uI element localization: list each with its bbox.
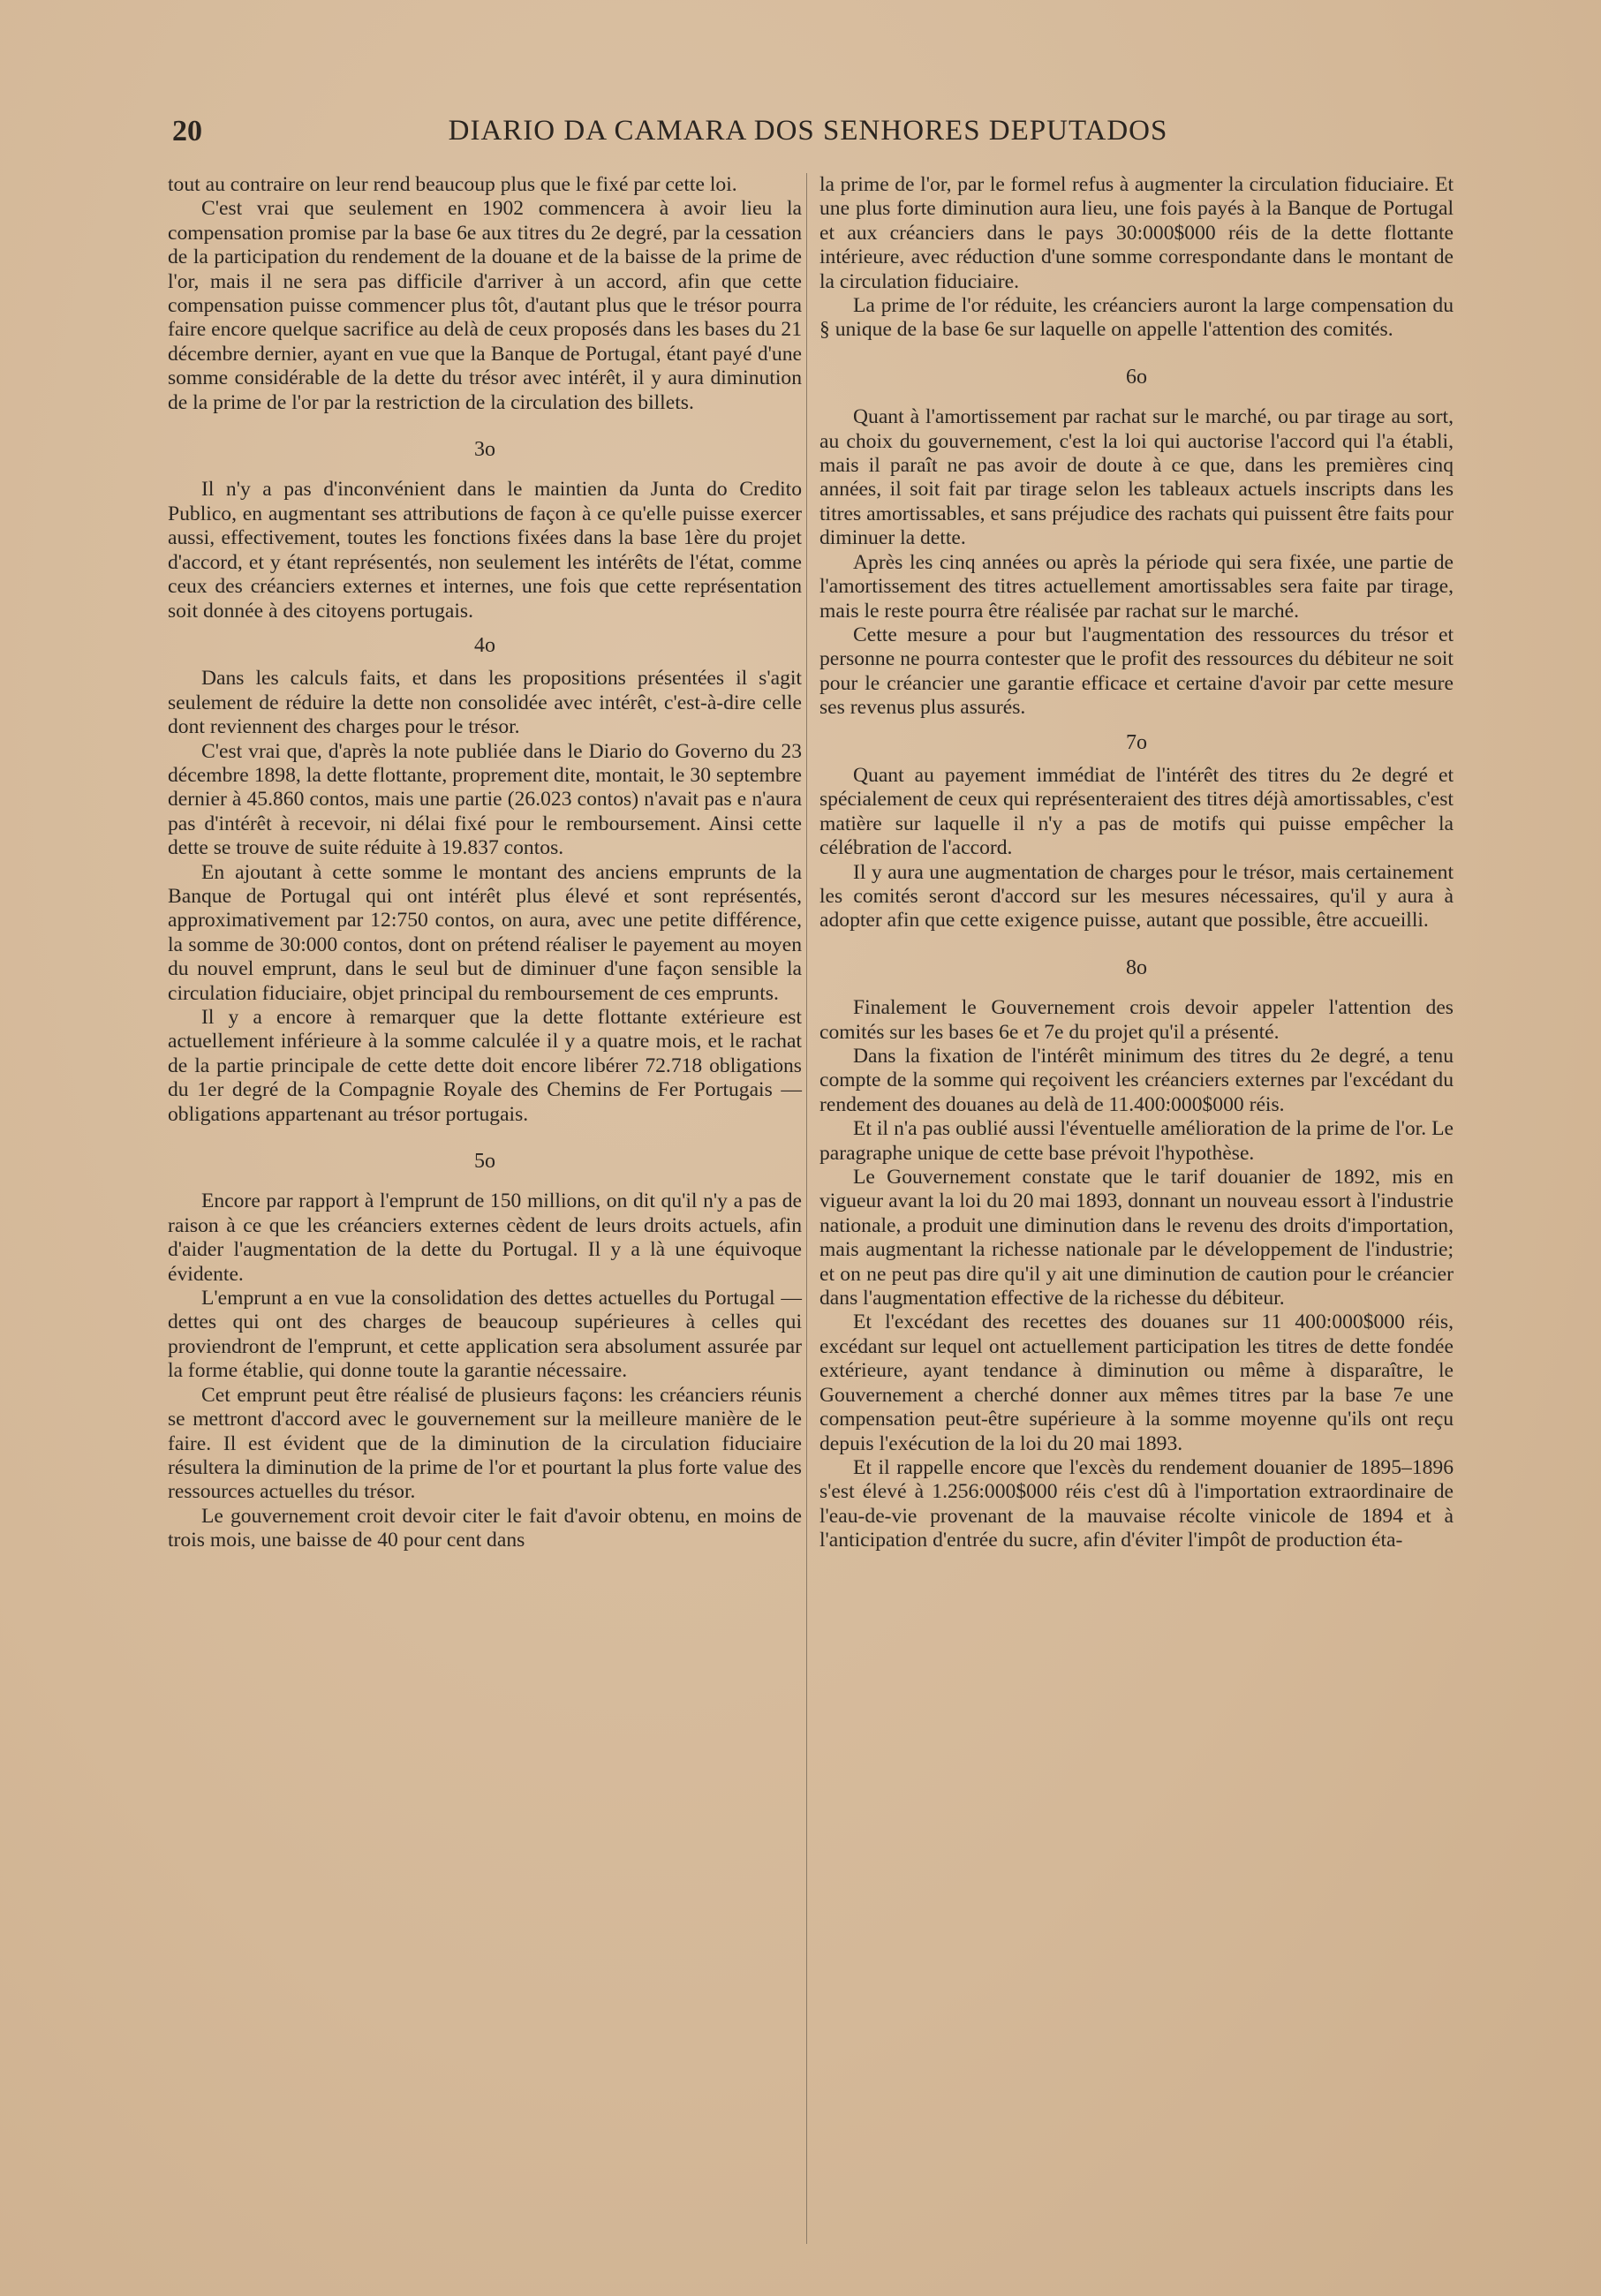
section-heading: 4o (474, 633, 495, 657)
paragraph: Le gouvernement croit devoir citer le fait d'avoir obtenu, en moins de trois mois, une baisse de 40 pour cent dans (168, 1504, 802, 1552)
paragraph: Dans la fixation de l'intérêt minimum des titres du 2e degré, a tenu compte de la somme qui reçoivent les créanciers externes par l'excédant du rendement des douanes au delà de 11.400:000$000 réis. (819, 1045, 1454, 1116)
page-header (172, 115, 1444, 157)
column-divider (806, 173, 807, 2244)
paragraph: C'est vrai que seulement en 1902 commencera à avoir lieu la compensation promise par la base 6e aux titres du 2e degré, par la cessation de la participation du rendement de la douane et de la baisse de la prime de l'or, mais il ne sera pas difficile d'arriver à un accord, afin que cette compensation puisse commencer plus tôt, d'autant plus que le trésor pourra faire encore quelque sacrifice au delà de ceux proposés dans les bases du 21 décembre dernier, ayant en vue que la Banque de Portugal, étant payé d'une somme considérable de la dette du trésor avec intérêt, il y aura diminution de la prime de l'or par la restriction de la circulation des billets. (168, 197, 802, 414)
paragraph: Et l'excédant des recettes des douanes sur 11 400:000$000 réis, excédant sur lequel ont actuellement participation les titres de dette fondée extérieure, ayant tendance à diminution ou même à disparaître, le Gouvernement a cherché donner aux mêmes titres par la base 7e une compensation peut-être supérieure à la somme moyenne qu'ils ont reçu depuis l'exécution de la loi du 20 mai 1893. (819, 1310, 1454, 1455)
paragraph: Dans les calculs faits, et dans les propositions présentées il s'agit seulement de réduire la dette non consolidée avec intérêt, c'est-à-dire celle dont reviennent des charges pour le trésor. (168, 667, 802, 739)
paragraph: La prime de l'or réduite, les créanciers auront la large compensation du § unique de la base 6e sur laquelle on appelle l'attention des comités. (819, 294, 1454, 342)
paragraph: Encore par rapport à l'emprunt de 150 millions, on dit qu'il n'y a pas de raison à ce que les créanciers externes cèdent de leurs droits actuels, afin d'aider l'augmentation de la dette du Portugal. Il y a là une équivoque évidente. (168, 1190, 802, 1286)
section-heading: 6o (1126, 365, 1147, 389)
paragraph: C'est vrai que, d'après la note publiée dans le Diario do Governo du 23 décembre 1898, la dette flottante, proprement dite, montait, le 30 septembre dernier à 45.860 contos, mais une partie (26.023 contos) n'avait pas e n'aura pas d'intérêt à recevoir, ni délai fixé pour le remboursement. Ainsi cette dette se trouve de suite réduite à 19.837 contos. (168, 739, 802, 860)
running-title: DIARIO DA CAMARA DOS SENHORES DEPUTADOS (448, 115, 1168, 147)
paragraph: Et il rappelle encore que l'excès du rendement douanier de 1895–1896 s'est élevé à 1.256:000$000 réis c'est dû à l'importation extraordinaire de l'eau-de-vie provenant de la mauvaise récolte vinicole de 1894 et à l'anticipation d'entrée du sucre, afin d'éviter l'impôt de production éta- (819, 1455, 1454, 1552)
paragraph: En ajoutant à cette somme le montant des anciens emprunts de la Banque de Portugal qui ont intérêt plus élevé et sont représentés, approximativement par 12:750 contos, on aura, avec une petite différence, la somme de 30:000 contos, dont on prétend réaliser le payement au moyen du nouvel emprunt, dans le seul but de diminuer d'une façon sensible la circulation fiduciaire, objet principal du remboursement de ces emprunts. (168, 860, 802, 1005)
section-heading: 7o (1126, 730, 1147, 754)
paragraph: Finalement le Gouvernement crois devoir appeler l'attention des comités sur les bases 6e et 7e du projet qu'il a présenté. (819, 996, 1454, 1044)
section-heading: 8o (1126, 955, 1147, 979)
paragraph: Il n'y a pas d'inconvénient dans le maintien da Junta do Credito Publico, en augmentant ses attributions de façon à ce qu'elle puisse exercer aussi, effectivement, toutes les fonctions fixées dans la base 1ère du projet d'accord, et y étant représentés, non seulement les intérêts de l'état, comme ceux des créanciers externes et internes, une fois que cette représentation soit donnée à des citoyens portugais. (168, 478, 802, 623)
paragraph: Quant à l'amortissement par rachat sur le marché, ou par tirage au sort, au choix du gouvernement, c'est la loi qui auctorise l'accord qui l'a établi, mais il paraît ne pas avoir de doute à ce que, dans les premières cinq années, il soit fait par tirage selon les tableaux actuels inscripts dans les titres amortissables, et sans préjudice des rachats qui puissent être faits pour diminuer la dette. (819, 405, 1454, 550)
paragraph: Il y a encore à remarquer que la dette flottante extérieure est actuellement inférieure à la somme calculée il y a quatre mois, et le rachat de la partie principale de cette dette doit encore libérer 72.718 obligations du 1er degré de la Compagnie Royale des Chemins de Fer Portugais — obligations appartenant au trésor portugais. (168, 1006, 802, 1126)
page-number: 20 (172, 115, 202, 147)
paragraph: L'emprunt a en vue la consolidation des dettes actuelles du Portugal — dettes qui ont des charges de beaucoup supérieures à celles qui proviendront de l'emprunt, et cette application sera absolument assurée par la forme établie, qui donne toute la garantie nécessaire. (168, 1287, 802, 1383)
right-column (819, 173, 1454, 1553)
paragraph: Et il n'a pas oublié aussi l'éventuelle amélioration de la prime de l'or. Le paragraphe unique de cette base prévoit l'hypothèse. (819, 1117, 1454, 1165)
paragraph: tout au contraire on leur rend beaucoup plus que le fixé par cette loi. (168, 173, 737, 196)
section-heading: 3o (474, 438, 495, 462)
paragraph: Quant au payement immédiat de l'intérêt des titres du 2e degré et spécialement de ceux qui représenteraient des titres déjà amortissables, c'est matière sur laquelle il n'y a pas de motifs qui puisse empêcher la célébration de l'accord. (819, 763, 1454, 860)
paragraph: Après les cinq années ou après la période qui sera fixée, une partie de l'amortissement des titres actuellement amortissables sera faite par tirage, mais le reste pourra être réalisée par rachat sur le marché. (819, 550, 1454, 623)
paragraph: Cet emprunt peut être réalisé de plusieurs façons: les créanciers réunis se mettront d'accord avec le gouvernement sur la meilleure manière de le faire. Il est évident que de la diminution de la circulation fiduciaire résultera la diminution de la prime de l'or et pourtant la plus forte value des ressources actuelles du trésor. (168, 1383, 802, 1504)
paragraph: la prime de l'or, par le formel refus à augmenter la circulation fiduciaire. Et une plus forte diminution aura lieu, une fois payés à la Banque de Portugal et aux créanciers dans le pays 30:000$000 réis de la dette flottante intérieure, avec réduction d'une somme correspondante dans le montant de la circulation fiduciaire. (819, 173, 1454, 293)
section-heading: 5o (474, 1150, 495, 1174)
paragraph: Cette mesure a pour but l'augmentation des ressources du trésor et personne ne pourra contester que le profit des ressources du débiteur ne soit pour le créancier une garantie efficace et certaine d'avoir par cette mesure ses revenus plus assurés. (819, 623, 1454, 720)
paragraph: Le Gouvernement constate que le tarif douanier de 1892, mis en vigueur avant la loi du 20 mai 1893, donnant un nouveau essort à l'industrie nationale, a produit une diminution dans le revenu des droits d'importation, mais augmentant la richesse nationale par le développement de l'industrie; et on ne peut pas dire qu'il y ait une diminution de caution pour le créancier dans l'augmentation effective de la richesse du débiteur. (819, 1166, 1454, 1310)
left-column (168, 173, 802, 1553)
paragraph: Il y aura une augmentation de charges pour le trésor, mais certainement les comités seront d'accord sur les mesures nécessaires, qu'il y aura à adopter afin que cette exigence puisse, autant que possible, être accueilli. (819, 860, 1454, 933)
